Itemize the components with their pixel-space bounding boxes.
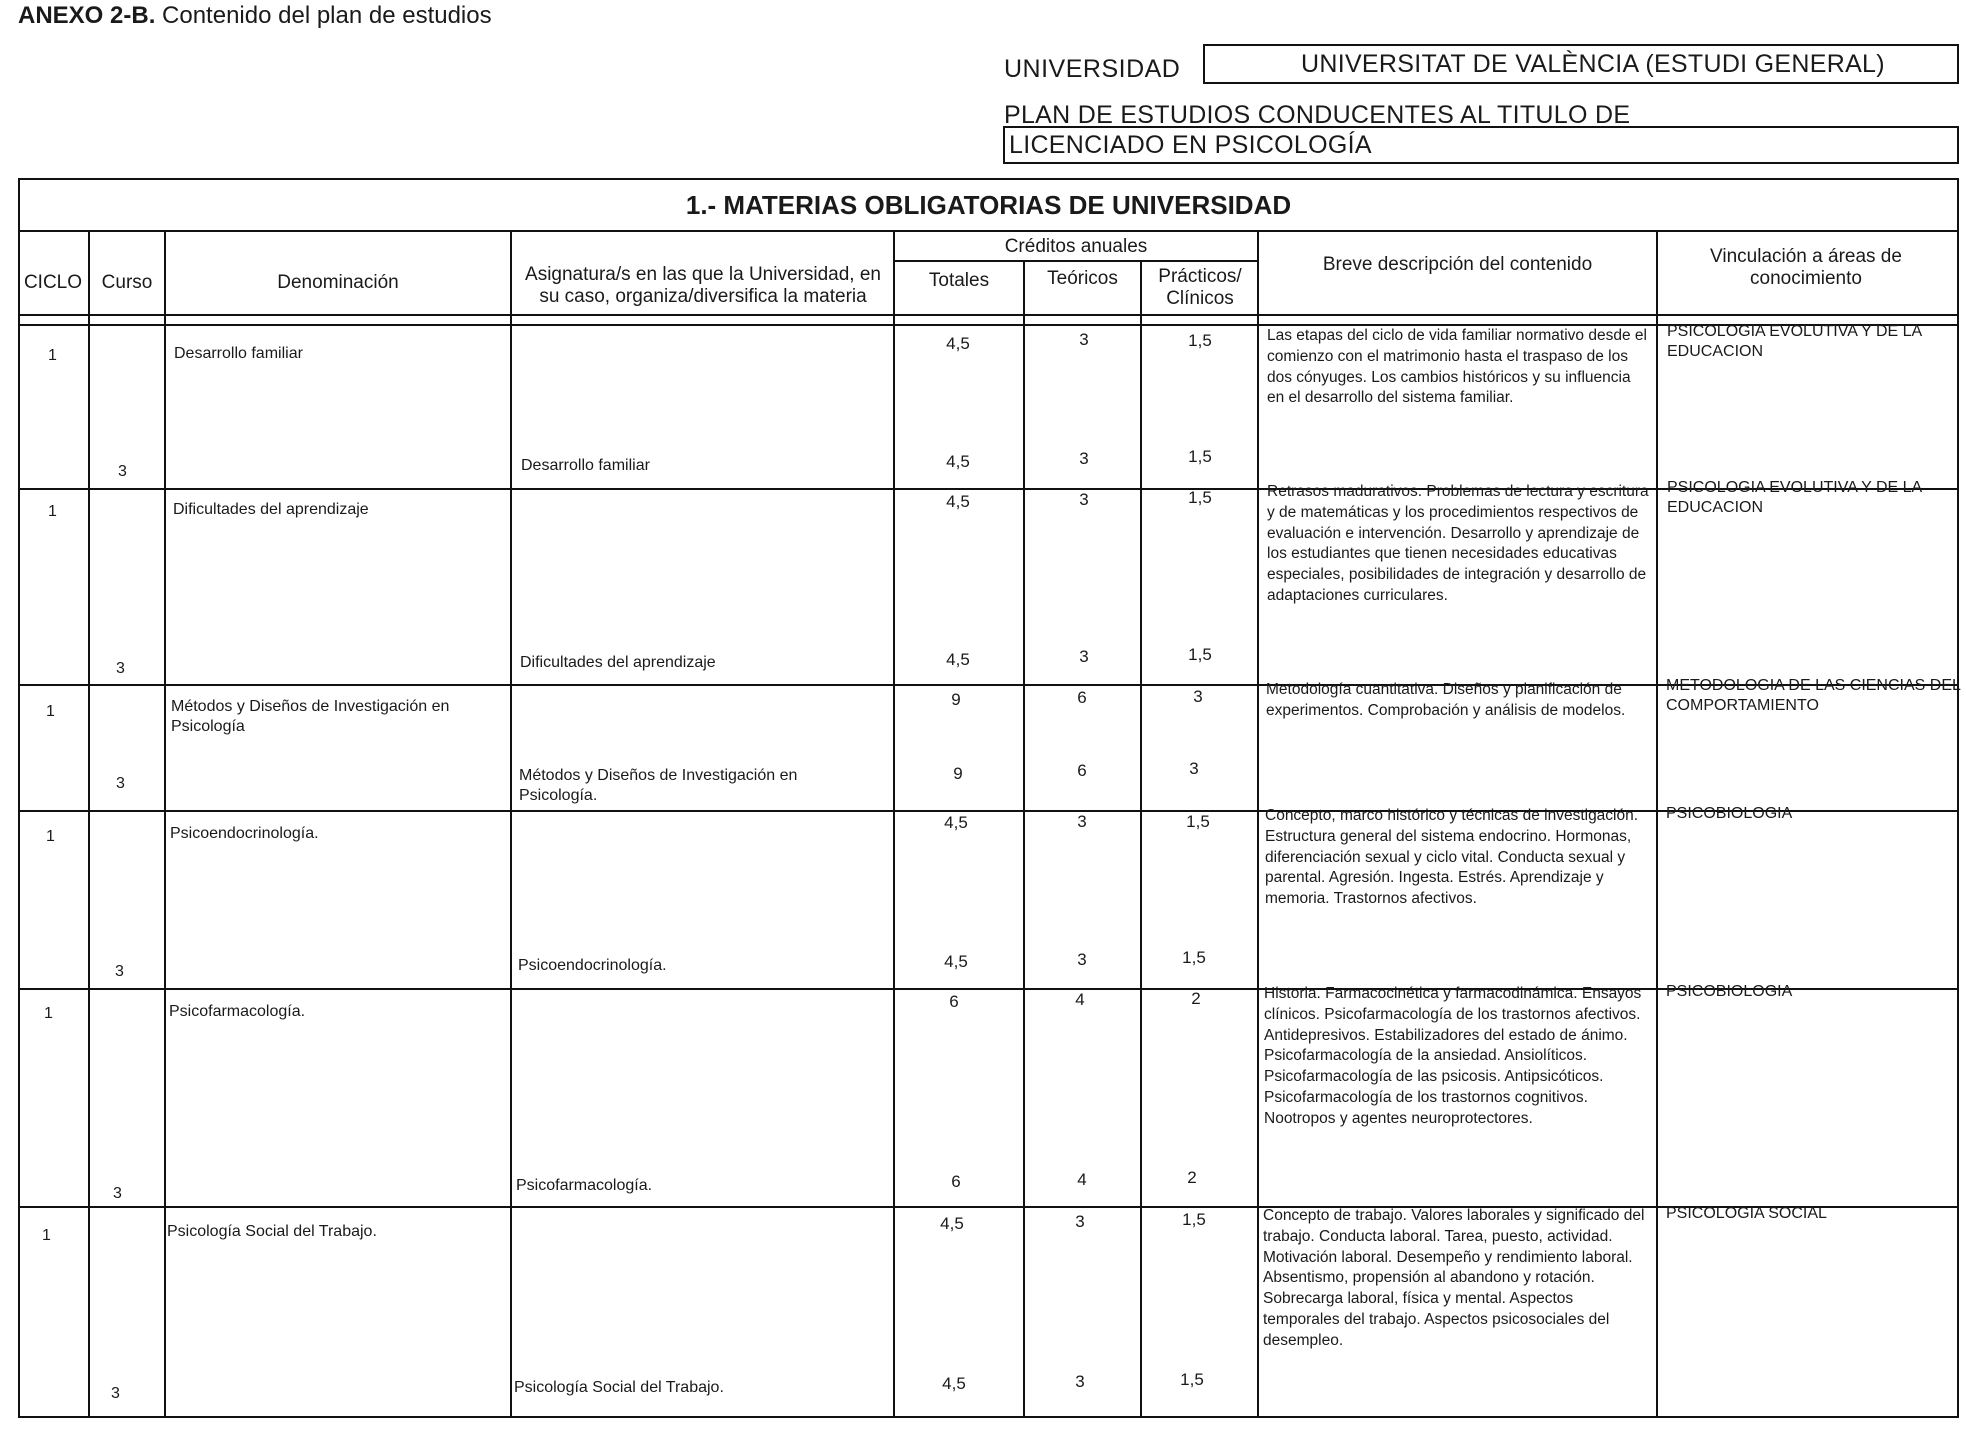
asignatura-value: Psicofarmacología. xyxy=(516,1177,653,1194)
col-divider xyxy=(1257,230,1259,1418)
curso-value: 3 xyxy=(113,1185,122,1202)
col-header-creditos: Créditos anuales xyxy=(1004,236,1148,257)
sub-practicos-value: 1,5 xyxy=(1188,447,1212,466)
practicos-value: 1,5 xyxy=(1188,331,1212,350)
asignatura-value: Métodos y Diseños de Investigación en Psicología. xyxy=(519,767,798,804)
totales-value: 4,5 xyxy=(946,492,970,511)
teoricos-value: 6 xyxy=(1077,688,1087,707)
sub-teoricos-value: 3 xyxy=(1079,449,1089,468)
col-header-curso: Curso xyxy=(101,272,153,293)
area-value: PSICOLOGIA EVOLUTIVA Y DE LA EDUCACION xyxy=(1667,323,1922,360)
ciclo-value: 1 xyxy=(48,503,57,520)
ciclo-value: 1 xyxy=(48,347,57,364)
col-divider xyxy=(1656,230,1658,1418)
col-divider xyxy=(88,230,90,1418)
curso-value: 3 xyxy=(111,1385,120,1402)
asignatura-value: Desarrollo familiar xyxy=(521,457,650,474)
sub-teoricos-value: 3 xyxy=(1077,950,1087,969)
col-divider xyxy=(510,230,512,1418)
annex-title: Contenido del plan de estudios xyxy=(162,2,492,29)
col-divider xyxy=(1023,260,1025,1418)
denominacion-value: Dificultades del aprendizaje xyxy=(173,501,369,518)
descripcion-value: Concepto, marco histórico y técnicas de investigación. Estructura general del sistema endocrino. Hormonas, diferenciación sexual y ciclo vital. Conducta sexual y parental. Agresión. Ingesta. Estrés. Aprendizaje y memoria. Trastornos afectivos. xyxy=(1265,807,1639,908)
col-header-ciclo: CICLO xyxy=(23,272,83,293)
area-value: PSICOLOGIA EVOLUTIVA Y DE LA EDUCACION xyxy=(1667,479,1922,516)
asignatura-value: Psicoendocrinología. xyxy=(518,957,667,974)
teoricos-value: 3 xyxy=(1079,490,1089,509)
sub-practicos-value: 1,5 xyxy=(1188,645,1212,664)
descripcion-value: Concepto de trabajo. Valores laborales y significado del trabajo. Conducta laboral. Tarea, puesto, actividad. Motivación laboral. Desempeño y rendimiento laboral. Absentismo, propensión al abandono y rotación. Sobrecarga laboral, física y mental. Aspectos temporales del trabajo. Aspectos psicosociales del desempleo. xyxy=(1263,1207,1645,1349)
totales-value: 6 xyxy=(949,992,959,1011)
totales-value: 9 xyxy=(951,690,961,709)
sub-teoricos-value: 6 xyxy=(1077,761,1087,780)
col-divider xyxy=(1140,260,1142,1418)
practicos-value: 2 xyxy=(1191,989,1201,1008)
ciclo-value: 1 xyxy=(46,703,55,720)
col-header-descripcion: Breve descripción del contenido xyxy=(1322,254,1593,275)
section-title: 1.- MATERIAS OBLIGATORIAS DE UNIVERSIDAD xyxy=(685,190,1292,220)
area-value: PSICOLOGIA SOCIAL xyxy=(1666,1205,1827,1222)
ciclo-value: 1 xyxy=(44,1005,53,1022)
sub-totales-value: 4,5 xyxy=(946,452,970,471)
sub-practicos-value: 3 xyxy=(1189,759,1199,778)
teoricos-value: 3 xyxy=(1077,812,1087,831)
col-header-teoricos: Teóricos xyxy=(1047,268,1118,289)
practicos-value: 3 xyxy=(1193,687,1203,706)
practicos-value: 1,5 xyxy=(1188,488,1212,507)
ciclo-value: 1 xyxy=(42,1227,51,1244)
sub-totales-value: 9 xyxy=(953,764,963,783)
curso-value: 3 xyxy=(116,660,125,677)
university-label: UNIVERSIDAD xyxy=(1004,55,1181,83)
sub-teoricos-value: 3 xyxy=(1079,647,1089,666)
sub-practicos-value: 1,5 xyxy=(1182,948,1206,967)
sub-practicos-value: 1,5 xyxy=(1180,1370,1204,1389)
asignatura-value: Dificultades del aprendizaje xyxy=(520,654,716,671)
curso-value: 3 xyxy=(116,775,125,792)
curso-value: 3 xyxy=(118,463,127,480)
denominacion-value: Desarrollo familiar xyxy=(174,345,303,362)
teoricos-value: 3 xyxy=(1079,330,1089,349)
annex-label: ANEXO 2-B. xyxy=(18,2,156,29)
annex-heading xyxy=(18,2,492,30)
descripcion-value: Historia. Farmacocinética y farmacodinámica. Ensayos clínicos. Psicofarmacología de los trastornos afectivos. Antidepresivos. Estabilizadores del estado de ánimo. Psicofarmacología de la ansiedad. Ansiolíticos. Psicofarmacología de las psicosis. Antipsicóticos. Psicofarmacología de los trastornos cognitivos. Nootropos y agentes neuroprotectores. xyxy=(1264,985,1642,1127)
denominacion-value: Psicoendocrinología. xyxy=(170,825,319,842)
col-header-practicos: Prácticos/ Clínicos xyxy=(1158,266,1242,309)
practicos-value: 1,5 xyxy=(1186,812,1210,831)
descripcion-value: Metodología cuantitativa. Diseños y planificación de experimentos. Comprobación y análisis de modelos. xyxy=(1266,681,1626,719)
sub-totales-value: 6 xyxy=(951,1172,961,1191)
area-value: PSICOBIOLOGIA xyxy=(1666,983,1793,1000)
area-value: PSICOBIOLOGIA xyxy=(1666,805,1793,822)
denominacion-value: Métodos y Diseños de Investigación en Psicología xyxy=(171,698,450,735)
sub-totales-value: 4,5 xyxy=(944,952,968,971)
title-divider xyxy=(18,230,1959,232)
asignatura-value: Psicología Social del Trabajo. xyxy=(514,1379,724,1396)
totales-value: 4,5 xyxy=(946,334,970,353)
sub-practicos-value: 2 xyxy=(1187,1168,1197,1187)
descripcion-value: Retrasos madurativos. Problemas de lectura y escritura y de matemáticas y los procedimientos respectivos de evaluación e intervención. Desarrollo y aprendizaje de los estudiantes que tienen necesidades educativas especiales, posibilidades de integración y desarrollo de adaptaciones curriculares. xyxy=(1267,483,1649,604)
col-header-asignatura: Asignatura/s en las que la Universidad, en su caso, organiza/diversifica la materia xyxy=(525,264,881,307)
col-divider xyxy=(164,230,166,1418)
totales-value: 4,5 xyxy=(940,1214,964,1233)
curso-value: 3 xyxy=(115,963,124,980)
sub-teoricos-value: 4 xyxy=(1077,1170,1087,1189)
sub-teoricos-value: 3 xyxy=(1075,1372,1085,1391)
sub-totales-value: 4,5 xyxy=(946,650,970,669)
totales-value: 4,5 xyxy=(944,813,968,832)
col-header-totales: Totales xyxy=(928,270,990,291)
plan-label: PLAN DE ESTUDIOS CONDUCENTES AL TITULO DE xyxy=(1004,101,1631,129)
teoricos-value: 3 xyxy=(1075,1212,1085,1231)
practicos-value: 1,5 xyxy=(1182,1210,1206,1229)
sub-totales-value: 4,5 xyxy=(942,1374,966,1393)
header-bottom-line xyxy=(18,314,1959,316)
col-header-vinculacion: Vinculación a áreas de conocimiento xyxy=(1710,246,1902,289)
university-value: UNIVERSITAT DE VALÈNCIA (ESTUDI GENERAL) xyxy=(1203,44,1959,84)
area-value: METODOLOGIA DE LAS CIENCIAS DEL COMPORTAMIENTO xyxy=(1666,677,1961,714)
col-header-denominacion: Denominación xyxy=(277,272,399,293)
credits-divider xyxy=(893,260,1257,262)
denominacion-value: Psicofarmacología. xyxy=(169,1003,306,1020)
degree-value: LICENCIADO EN PSICOLOGÍA xyxy=(1003,126,1959,164)
col-divider xyxy=(893,230,895,1418)
descripcion-value: Las etapas del ciclo de vida familiar normativo desde el comienzo con el matrimonio hasta el traspaso de los dos cónyuges. Los cambios históricos y su influencia en el desarrollo del sistema familiar. xyxy=(1267,327,1647,407)
teoricos-value: 4 xyxy=(1075,990,1085,1009)
denominacion-value: Psicología Social del Trabajo. xyxy=(167,1223,377,1240)
ciclo-value: 1 xyxy=(46,828,55,845)
